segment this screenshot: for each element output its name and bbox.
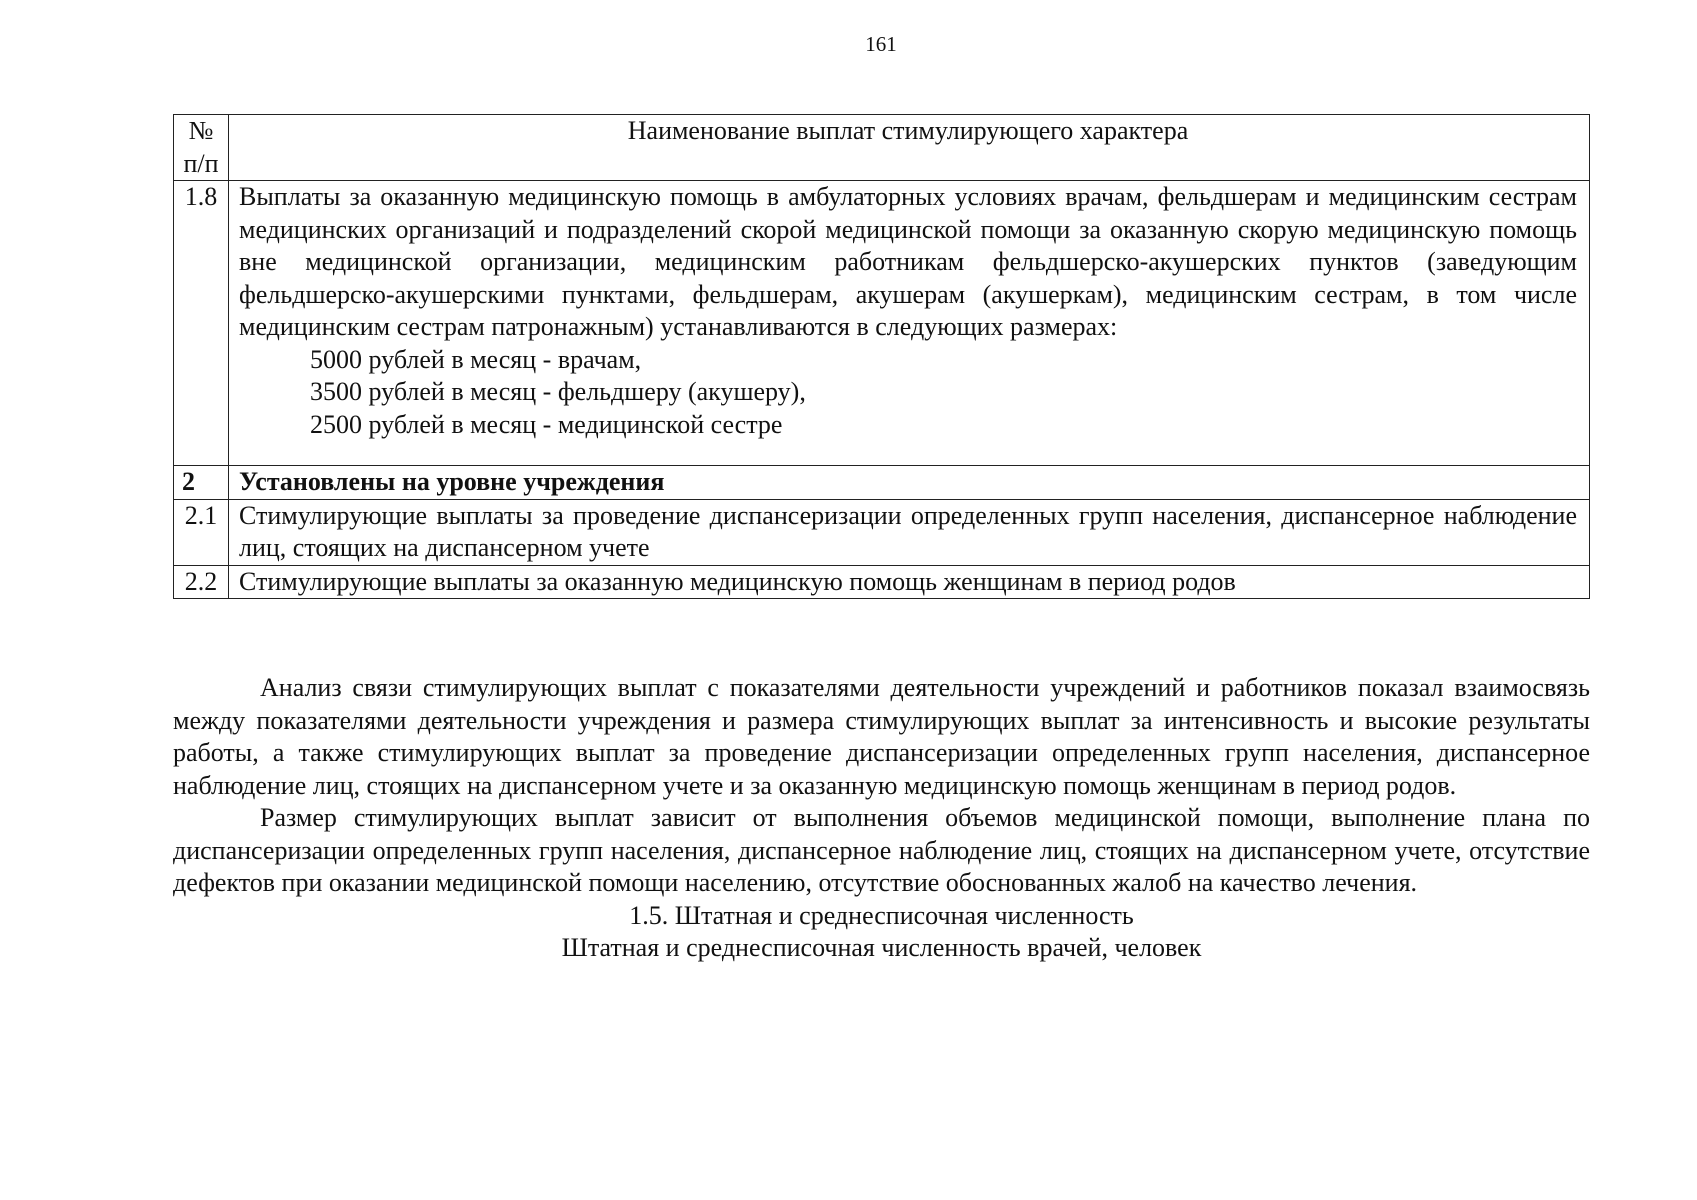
- header-title-cell: Наименование выплат стимулирующего характера: [229, 115, 1590, 181]
- row-text-2-2: Стимулирующие выплаты за оказанную медицинскую помощь женщинам в период родов: [229, 565, 1590, 599]
- rate-paramedic: 3500 рублей в месяц - фельдшеру (акушеру),: [310, 377, 806, 406]
- row-text-2-1: Стимулирующие выплаты за проведение диспансеризации определенных групп населения, диспансерное наблюдение лиц, стоящих на диспансерном учете: [229, 499, 1590, 565]
- body-text: [173, 672, 1590, 965]
- table-header-row: [174, 115, 1590, 181]
- page-number: 161: [865, 32, 897, 56]
- table-row: [174, 565, 1590, 599]
- row-text-1-8: [229, 181, 1590, 466]
- table-row-section: [174, 466, 1590, 500]
- row-num-1-8: 1.8: [174, 181, 229, 466]
- row-num-2: 2: [174, 466, 229, 500]
- row-num-2-1: 2.1: [174, 499, 229, 565]
- paragraph-payment-size: Размер стимулирующих выплат зависит от выполнения объемов медицинской помощи, выполнение плана по диспансеризации определенных групп населения, диспансерное наблюдение лиц, стоящих на диспансерном учете, отсутствие дефектов при оказании медицинской помощи населению, отсутствие обоснованных жалоб на качество лечения.: [173, 803, 1590, 897]
- incentive-payments-table: [173, 114, 1590, 599]
- rate-nurse: 2500 рублей в месяц - медицинской сестре: [310, 409, 783, 439]
- table-row: [174, 181, 1590, 466]
- table-row: [174, 499, 1590, 565]
- row-num-2-2: 2.2: [174, 565, 229, 599]
- row-1-8-description: Выплаты за оказанную медицинскую помощь в амбулаторных условиях врачам, фельдшерам и медицинским сестрам медицинских организаций и подразделений скорой медицинской помощи за оказанную скорую медицинскую помощь вне медицинской организации, медицинским работникам фельдшерско-акушерских пунктов (заведующим фельдшерско-акушерскими пунктами, фельдшерам, акушерам (акушеркам), медицинским сестрам, в том числе медицинским сестрам патронажным) устанавливаются в следующих размерах:: [239, 182, 1577, 341]
- header-num-cell: № п/п: [174, 115, 229, 181]
- paragraph-analysis: Анализ связи стимулирующих выплат с показателями деятельности учреждений и работников показал взаимосвязь между показателями деятельности учреждения и размера стимулирующих выплат за интенсивность и высокие результаты работы, а также стимулирующих выплат за проведение диспансеризации определенных групп населения, диспансерное наблюдение лиц, стоящих на диспансерном учете и за оказанную медицинскую помощь женщинам в период родов.: [173, 673, 1590, 800]
- rate-doctors: 5000 рублей в месяц - врачам,: [310, 344, 642, 374]
- row-text-2: Установлены на уровне учреждения: [229, 466, 1590, 500]
- table-caption: Штатная и среднесписочная численность врачей, человек: [561, 933, 1202, 962]
- section-heading: 1.5. Штатная и среднесписочная численность: [629, 900, 1134, 930]
